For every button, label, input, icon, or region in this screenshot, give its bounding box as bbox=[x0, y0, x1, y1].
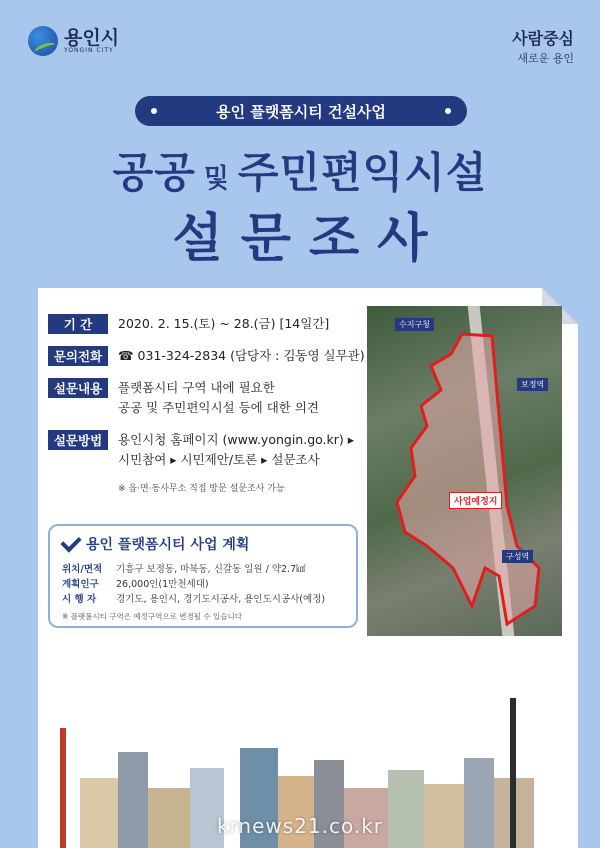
title-part3: 주민편익시설 bbox=[237, 148, 488, 197]
map-label-bojeong: 보정역 bbox=[517, 378, 548, 391]
site-map bbox=[367, 306, 562, 636]
method-row bbox=[48, 430, 354, 470]
slogan-line1: 사람중심 bbox=[512, 29, 574, 48]
plan-value: 26,000인(1만천세대) bbox=[116, 579, 209, 590]
plan-note: ※ 플랫폼시티 구역은 예정구역으로 변경될 수 있습니다 bbox=[62, 612, 242, 621]
method-value-2: 시민참여 ▸ 시민제안/토론 ▸ 설문조사 bbox=[118, 452, 320, 467]
main-title bbox=[0, 140, 600, 200]
slogan-line2: 새로운 용인 bbox=[517, 52, 574, 65]
period-row bbox=[48, 314, 329, 334]
period-value: 2020. 2. 15.(토) ~ 28.(금) [14일간] bbox=[118, 316, 330, 331]
check-icon bbox=[60, 531, 81, 552]
city-slogan bbox=[512, 26, 574, 66]
yongin-emblem-icon bbox=[28, 26, 58, 56]
site-boundary bbox=[367, 306, 562, 636]
plan-value: 경기도, 용인시, 경기도시공사, 용인도시공사(예정) bbox=[116, 594, 326, 605]
visit-note: ※ 읍·면·동사무소 직접 방문 설문조사 가능 bbox=[118, 484, 285, 494]
contact-label: 문의전화 bbox=[48, 346, 108, 366]
plan-box bbox=[48, 524, 358, 628]
contact-row bbox=[48, 346, 365, 366]
plan-key: 위치/면적 bbox=[62, 564, 103, 575]
content-row bbox=[48, 378, 319, 418]
watermark: krnews21.co.kr bbox=[216, 814, 384, 838]
period-label: 기 간 bbox=[48, 314, 108, 334]
plan-title: 용인 플랫폼시티 사업 계획 bbox=[86, 537, 250, 553]
project-banner: 용인 플랫폼시티 건설사업 bbox=[135, 96, 467, 126]
plan-key: 계획인구 bbox=[62, 579, 99, 590]
logo-text: 용인시 bbox=[64, 26, 120, 49]
map-label-guseong: 구성역 bbox=[502, 550, 533, 563]
logo-subtext: YONGIN CITY bbox=[64, 46, 114, 54]
contact-value: ☎ 031-324-2834 (담당자 : 김동영 실무관) bbox=[118, 348, 365, 363]
title-part2: 및 bbox=[203, 164, 230, 194]
map-label-suji: 수지구청 bbox=[395, 318, 434, 331]
plan-row bbox=[62, 592, 344, 607]
map-label-site: 사업예정지 bbox=[449, 492, 502, 509]
method-value-1: 용인시청 홈페이지 (www.yongin.go.kr) ▸ bbox=[118, 432, 355, 447]
plan-key: 시 행 자 bbox=[62, 594, 97, 605]
plan-value: 기흥구 보정동, 마북동, 신갈동 일원 / 약2.7㎢ bbox=[116, 564, 306, 575]
title-part1: 공공 bbox=[112, 148, 196, 197]
method-label: 설문방법 bbox=[48, 430, 108, 450]
main-title-line2: 설문조사 bbox=[172, 209, 446, 269]
city-logo bbox=[28, 26, 119, 56]
plan-row bbox=[62, 562, 344, 577]
content-value-2: 공공 및 주민편익시설 등에 대한 의견 bbox=[118, 400, 319, 415]
content-value-1: 플랫폼시티 구역 내에 필요한 bbox=[118, 380, 275, 395]
plan-row bbox=[62, 577, 344, 592]
content-label: 설문내용 bbox=[48, 378, 108, 398]
